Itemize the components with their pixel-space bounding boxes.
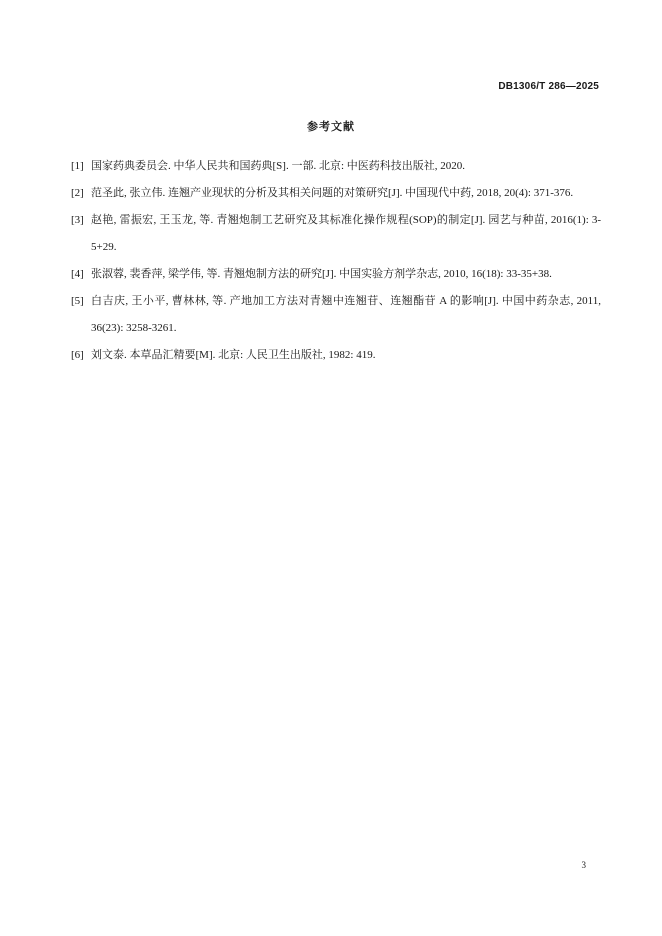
- page-number: 3: [581, 860, 586, 870]
- reference-text: 刘文泰. 本草品汇精要[M]. 北京: 人民卫生出版社, 1982: 419.: [91, 349, 376, 361]
- reference-item-2: [71, 180, 601, 207]
- reference-number: [5]: [71, 295, 84, 307]
- reference-text: 国家药典委员会. 中华人民共和国药典[S]. 一部. 北京: 中医药科技出版社, 2020.: [91, 160, 465, 172]
- reference-text: 范圣此, 张立伟. 连翘产业现状的分析及其相关问题的对策研究[J]. 中国现代中药, 2018, 20(4): 371-376.: [91, 187, 574, 199]
- reference-text: 张淑蓉, 裴香萍, 梁学伟, 等. 青翘炮制方法的研究[J]. 中国实验方剂学杂志, 2010, 16(18): 33-35+38.: [91, 268, 552, 280]
- reference-number: [2]: [71, 187, 84, 199]
- reference-text: 赵艳, 雷振宏, 王玉龙, 等. 青翘炮制工艺研究及其标准化操作规程(SOP)的制定[J]. 园艺与种苗, 2016(1): 3-5+29.: [91, 214, 601, 253]
- section-title: 参考文献: [307, 120, 355, 133]
- document-code: DB1306/T 286—2025: [498, 81, 599, 92]
- reference-item-4: [71, 261, 601, 288]
- reference-number: [4]: [71, 268, 84, 280]
- reference-number: [1]: [71, 160, 84, 172]
- reference-item-3: [71, 207, 601, 261]
- reference-list: [71, 153, 601, 369]
- reference-number: [3]: [71, 214, 84, 226]
- reference-text: 白吉庆, 王小平, 曹林林, 等. 产地加工方法对青翘中连翘苷、连翘酯苷 A 的影响[J]. 中国中药杂志, 2011, 36(23): 3258-3261.: [91, 295, 601, 334]
- reference-item-1: [71, 153, 601, 180]
- reference-item-5: [71, 288, 601, 342]
- reference-number: [6]: [71, 349, 84, 361]
- reference-item-6: [71, 342, 601, 369]
